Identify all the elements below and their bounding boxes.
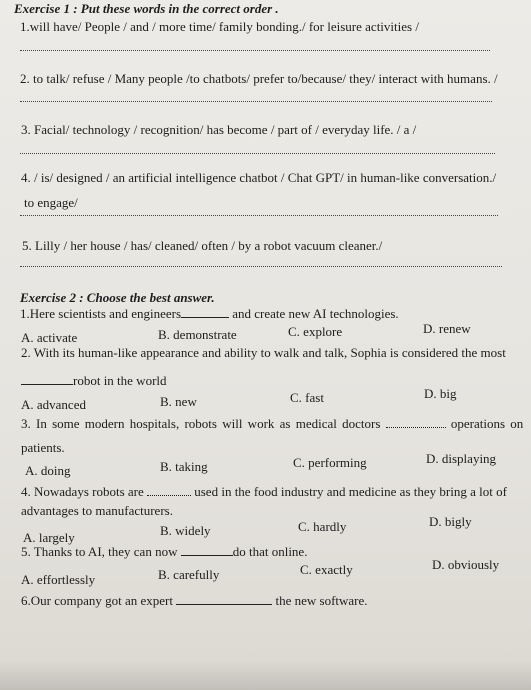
answer-line-2 <box>20 101 492 102</box>
q1-stem-before: 1.Here scientists and engineers <box>20 306 182 321</box>
q1-stem <box>20 306 399 321</box>
exercise1-heading: Exercise 1 : Put these words in the correct order . <box>14 1 279 16</box>
q5-stem-after: do that online. <box>232 544 308 559</box>
q5-option-a: A. effortlessly <box>21 572 96 587</box>
q2-option-b: B. new <box>160 394 197 409</box>
q1-option-a: A. activate <box>21 330 78 345</box>
ex1-item-4: 4. / is/ designed / an artificial intelligence chatbot / Chat GPT/ in human-like conversation./ <box>21 170 497 185</box>
q5-option-b: B. carefully <box>158 567 220 582</box>
q5-stem-before: 5. Thanks to AI, they can now <box>21 544 178 559</box>
q4-option-c: C. hardly <box>298 519 347 534</box>
q1-option-d: D. renew <box>423 321 471 336</box>
q4-blank <box>147 484 191 496</box>
q3-stem-line2: patients. <box>21 440 65 455</box>
q6-stem-after: the new software. <box>275 593 368 608</box>
q4-stem-line2: advantages to manufacturers. <box>21 503 173 518</box>
q3-blank <box>386 416 446 428</box>
q3-stem-line1 <box>21 416 523 431</box>
q5-blank <box>181 544 233 556</box>
q5-option-c: C. exactly <box>300 562 353 577</box>
q1-option-c: C. explore <box>288 324 343 339</box>
q4-stem-after: used in the food industry and medicine as they bring a lot of <box>194 484 507 499</box>
q2-stem-line1: 2. With its human-like appearance and ability to walk and talk, Sophia is considered the most <box>21 345 506 360</box>
q5-option-d: D. obviously <box>432 557 500 572</box>
answer-line-3 <box>20 153 495 154</box>
q4-stem-line1 <box>21 484 507 499</box>
q2-stem-line2 <box>21 373 167 388</box>
q5-stem <box>21 544 307 559</box>
ex1-item-3: 3. Facial/ technology / recognition/ has become / part of / everyday life. / a / <box>21 122 417 137</box>
q1-option-b: B. demonstrate <box>158 327 237 342</box>
q3-option-d: D. displaying <box>426 451 497 466</box>
q2-stem-line2-text: robot in the world <box>73 373 167 388</box>
ex1-item-4-cont: to engage/ <box>24 195 78 210</box>
q3-option-a: A. doing <box>25 463 71 478</box>
page-bottom-shadow <box>0 660 531 690</box>
q6-blank <box>176 593 272 605</box>
q6-stem <box>21 593 368 608</box>
q3-option-b: B. taking <box>160 459 208 474</box>
answer-line-5 <box>20 266 502 267</box>
q4-stem-before: 4. Nowadays robots are <box>21 484 144 499</box>
q4-option-b: B. widely <box>160 523 211 538</box>
exercise2-heading: Exercise 2 : Choose the best answer. <box>20 290 215 305</box>
ex1-item-1: 1.will have/ People / and / more time/ family bonding./ for leisure activities / <box>20 19 419 34</box>
q3-stem-before: 3. In some modern hospitals, robots will work as medical doctors <box>21 416 381 431</box>
q6-stem-before: 6.Our company got an expert <box>21 593 173 608</box>
answer-line-4 <box>20 215 498 216</box>
q3-option-c: C. performing <box>293 455 367 470</box>
q2-option-d: D. big <box>424 386 457 401</box>
q4-option-a: A. largely <box>23 530 75 545</box>
ex1-item-5: 5. Lilly / her house / has/ cleaned/ often / by a robot vacuum cleaner./ <box>22 238 383 253</box>
q1-blank <box>181 306 229 318</box>
q2-option-a: A. advanced <box>21 397 86 412</box>
q3-stem-after: operations on <box>450 416 524 431</box>
q1-stem-after: and create new AI technologies. <box>232 306 399 321</box>
q4-option-d: D. bigly <box>429 514 472 529</box>
q2-blank <box>21 373 73 385</box>
answer-line-1 <box>20 50 490 51</box>
q2-option-c: C. fast <box>290 390 324 405</box>
ex1-item-2: 2. to talk/ refuse / Many people /to chatbots/ prefer to/because/ they/ interact with humans. / <box>20 71 498 86</box>
